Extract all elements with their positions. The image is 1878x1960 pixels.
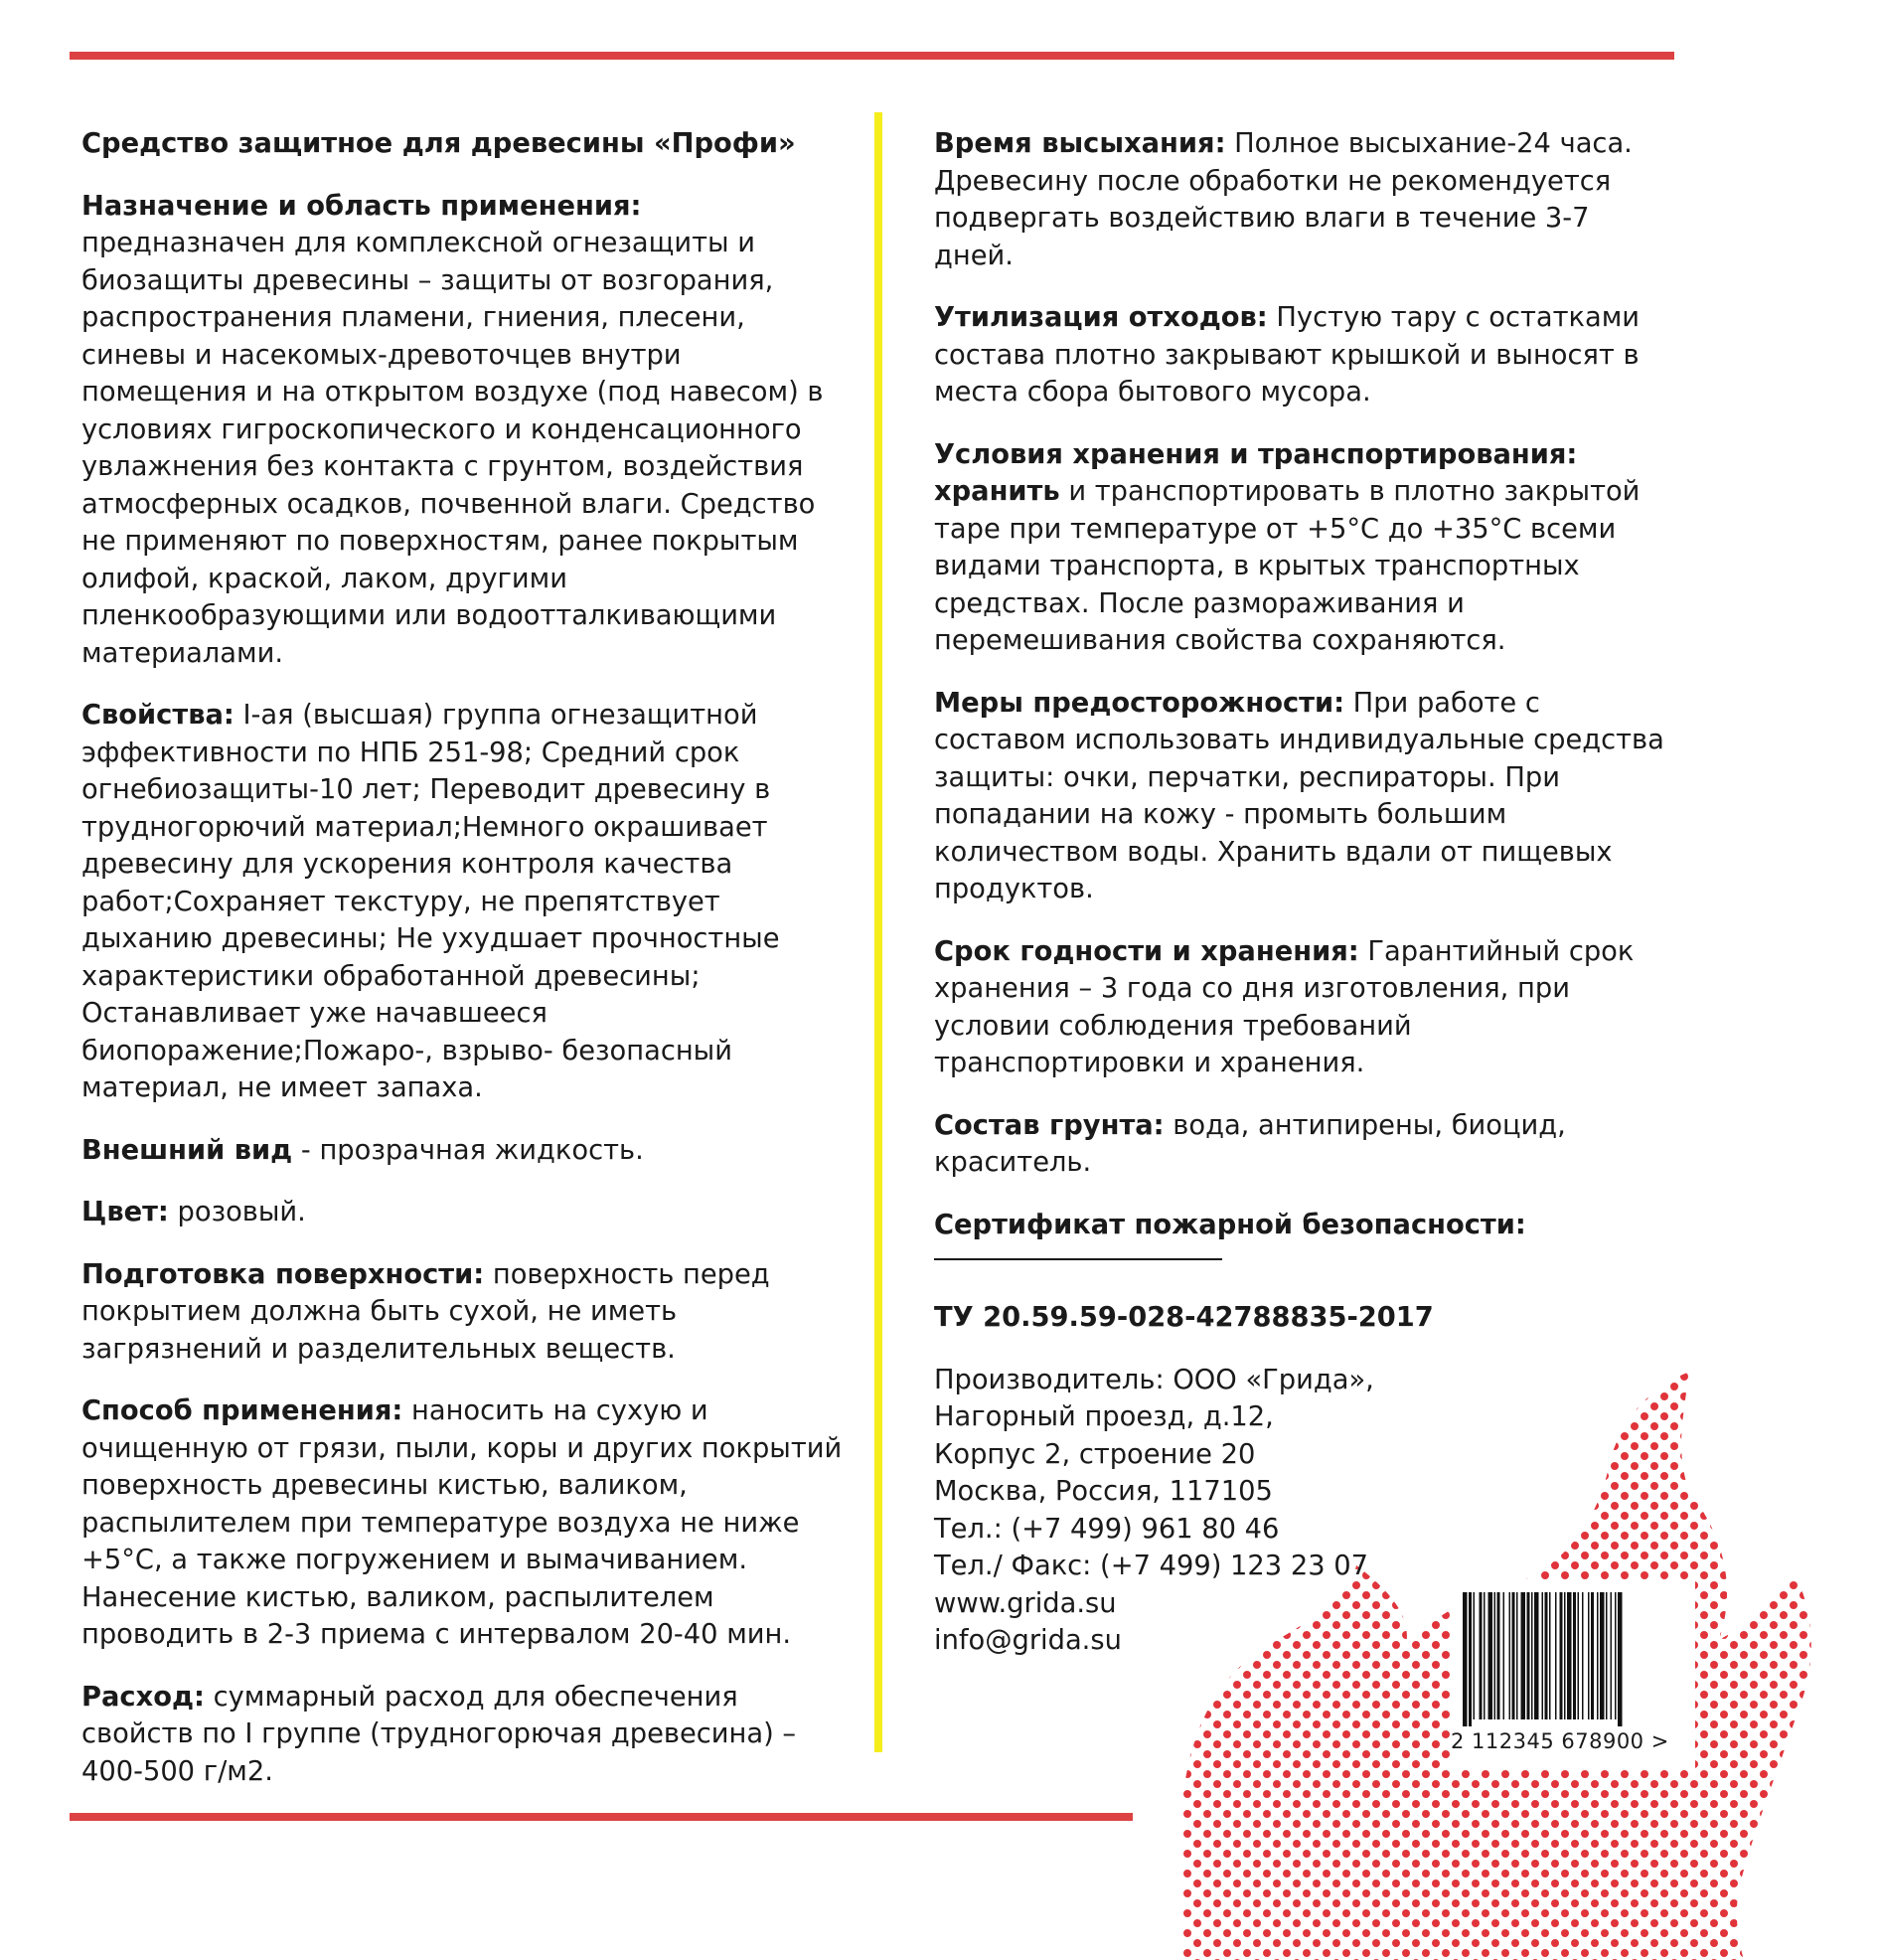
precautions-heading: Меры предосторожности: [934, 687, 1344, 719]
barcode-digits: 2 112345 678900 > [1451, 1729, 1669, 1753]
column-divider [874, 112, 882, 1752]
left-column [81, 125, 847, 1815]
address-line: Нагорный проезд, д.12, [934, 1401, 1274, 1432]
appearance-text: - прозрачная жидкость. [292, 1134, 644, 1166]
certificate-heading: Сертификат пожарной безопасности: [934, 1209, 1526, 1240]
manufacturer-block [934, 1362, 1669, 1660]
certificate-paragraph [934, 1207, 1669, 1244]
tu-number: ТУ 20.59.59-028-42788835-2017 [934, 1302, 1434, 1333]
disposal-text: Пустую тару с остатками состава плотно закрывают крышкой и выносят в места сбора бытового мусора. [934, 302, 1641, 408]
composition-heading: Состав грунта: [934, 1109, 1165, 1141]
drying-heading: Время высыхания: [934, 128, 1226, 159]
properties-text: I-ая (высшая) группа огнезащитной эффективности по НПБ 251-98; Средний срок огнебиозащиты-10 лет; Переводит древесину в трудногорючий материал;Немного окрашивает древесину для ускорения контроля качества работ;Сохраняет текстуру, не препятствует дыханию древесины; Не ухудшает прочностные характеристики обработанной древесины; Останавливает уже начавшееся биопоражение;Пожаро-, взрыво- безопасный материал, не имеет запаха. [81, 700, 780, 1103]
application-heading: Способ применения: [81, 1395, 403, 1426]
precautions-paragraph [934, 685, 1669, 908]
color-heading: Цвет: [81, 1197, 169, 1227]
disposal-paragraph [934, 299, 1669, 411]
application-paragraph [81, 1392, 847, 1654]
appearance-heading: Внешний вид [81, 1134, 293, 1166]
surface-prep-text: поверхность перед покрытием должна быть сухой, не иметь загрязнений и разделительных веществ. [81, 1258, 770, 1365]
fax-line: Тел./ Факс: (+7 499) 123 23 07 [934, 1551, 1368, 1581]
disposal-heading: Утилизация отходов: [934, 302, 1268, 333]
purpose-text: предназначен для комплексной огнезащиты и биозащиты древесины – защиты от возгорания, распространения пламени, гниения, плесени, синевы и насекомых-древоточцев внутри помещения и на открытом воздухе (под навесом) в условиях гигроскопического и конденсационного увлажнения без контакта с грунтом, воздействия атмосферных осадков, почвенной влаги. Средство не применяют по поверхностям, ранее покрытым олифой, краской, лаком, другими пленкообразующими или водоотталкивающими материалами. [81, 228, 824, 669]
composition-paragraph [934, 1107, 1669, 1182]
right-column [934, 125, 1669, 1660]
precautions-text: При работе с составом использовать индивидуальные средства защиты: очки, перчатки, респираторы. При попадании на кожу - промыть большим количеством воды. Хранить вдали от пищевых продуктов. [934, 687, 1664, 904]
storage-text: и транспортировать в плотно закрытой таре при температуре от +5°С до +35°С всеми видами транспорта, в крытых транспортных средствах. После размораживания и перемешивания свойства сохраняются. [934, 476, 1641, 656]
application-text: наносить на сухую и очищенную от грязи, пыли, коры и других покрытий поверхность древесины кистью, валиком, распылителем при температуре воздуха не ниже +5°С, а также погружением и вымачиванием. Нанесение кистью, валиком, распылителем проводить в 2-3 приема с интервалом 20-40 мин. [81, 1395, 843, 1650]
consumption-paragraph [81, 1679, 847, 1791]
tu-paragraph [934, 1299, 1669, 1337]
storage-heading: Условия хранения и транспортирования: хранить [934, 438, 1578, 507]
website-link[interactable]: www.grida.su [934, 1587, 1117, 1619]
address-line: Корпус 2, строение 20 [934, 1438, 1256, 1470]
top-red-rule [70, 52, 1674, 60]
purpose-heading: Назначение и область применения: [81, 190, 642, 222]
manufacturer-line: Производитель: ООО «Грида», [934, 1364, 1374, 1395]
drying-text: Полное высыхание-24 часа. Древесину после обработки не рекомендуется подвергать воздействию влаги в течение 3-7 дней. [934, 128, 1633, 271]
shelf-life-text: Гарантийный срок хранения – 3 года со дня изготовления, при условии соблюдения требований транспортировки и хранения. [934, 935, 1635, 1078]
consumption-text: суммарный расход для обеспечения свойств по I группе (трудногорючая древесина) – 400-500 г/м2. [81, 1681, 797, 1787]
appearance-paragraph [81, 1132, 847, 1170]
drying-paragraph [934, 125, 1669, 274]
color-paragraph [81, 1194, 847, 1231]
purpose-paragraph [81, 188, 847, 673]
composition-text: вода, антипирены, биоцид, краситель. [934, 1109, 1566, 1178]
color-text: розовый. [168, 1197, 306, 1227]
storage-paragraph [934, 436, 1669, 660]
shelf-life-paragraph [934, 933, 1669, 1082]
surface-prep-paragraph [81, 1256, 847, 1369]
surface-prep-heading: Подготовка поверхности: [81, 1258, 485, 1290]
phone-line: Тел.: (+7 499) 961 80 46 [934, 1513, 1280, 1545]
properties-heading: Свойства: [81, 700, 235, 731]
shelf-life-heading: Срок годности и хранения: [934, 935, 1359, 967]
certificate-blank-line [934, 1258, 1222, 1260]
address-line: Москва, Россия, 117105 [934, 1476, 1273, 1507]
consumption-heading: Расход: [81, 1681, 205, 1713]
email-link[interactable]: info@grida.su [934, 1625, 1122, 1656]
properties-paragraph [81, 697, 847, 1107]
product-title: Средство защитное для древесины «Профи» [81, 128, 796, 159]
